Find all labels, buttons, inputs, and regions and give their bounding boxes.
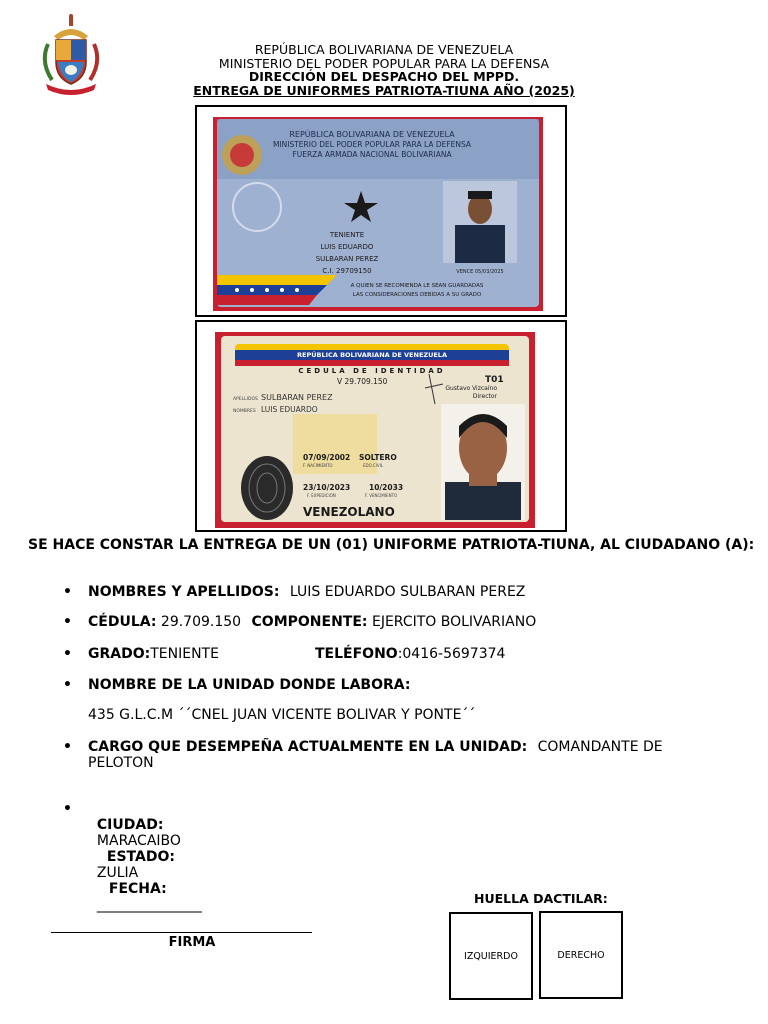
fingerprint-left-label: IZQUIERDO xyxy=(464,950,518,962)
card-ci: C.I. 29709150 xyxy=(322,267,372,275)
field-cargo xyxy=(88,739,688,755)
cedula-signer: Gustavo Vizcaíno xyxy=(445,385,497,392)
header-ministry: MINISTERIO DEL PODER POPULAR PARA LA DEFENSA xyxy=(218,56,550,71)
bullet-icon: • xyxy=(63,801,72,817)
cedula-surname: SULBARAN PEREZ xyxy=(261,393,333,402)
field-names xyxy=(88,584,525,600)
bullet-icon: • xyxy=(63,739,72,755)
cargo-value-2: PELOTON xyxy=(88,755,154,771)
grade-value: TENIENTE xyxy=(150,646,219,662)
cedula-expiry: 10/2033 xyxy=(369,483,404,492)
fingerprint-title: HUELLA DACTILAR: xyxy=(474,891,608,906)
card-footer-2: LAS CONSIDERACIONES DEBIDAS A SU GRADO xyxy=(352,292,482,298)
bullet-icon: • xyxy=(63,677,72,693)
cedula-names: LUIS EDUARDO xyxy=(261,405,318,414)
cedula-title: REPÚBLICA BOLIVARIANA DE VENEZUELA xyxy=(297,351,447,359)
bullet-icon: • xyxy=(63,584,72,600)
signature-line[interactable] xyxy=(51,932,312,933)
state-value: ZULIA xyxy=(96,865,139,881)
phone-label: TELÉFONO xyxy=(315,646,398,662)
cedula-label: CÉDULA: xyxy=(88,614,157,630)
grade-label: GRADO: xyxy=(88,646,151,662)
card-title-3: FUERZA ARMADA NACIONAL BOLIVARIANA xyxy=(292,150,452,159)
phone-value: :0416-5697374 xyxy=(397,646,506,662)
fingerprint-right-box[interactable] xyxy=(539,911,623,999)
component-value: EJERCITO BOLIVARIANO xyxy=(371,614,537,630)
cedula-birth-date: 07/09/2002 xyxy=(303,453,351,462)
military-id-frame xyxy=(195,105,567,317)
date-value[interactable]: _______________ xyxy=(96,897,202,913)
cedula-card-image xyxy=(197,322,565,530)
cedula-expiry-label: F. VENCIMIENTO xyxy=(365,493,398,498)
city-label: CIUDAD: xyxy=(96,817,164,833)
city-value: MARACAIBO xyxy=(96,833,181,849)
names-label: NOMBRES Y APELLIDOS: xyxy=(88,584,280,600)
card-photo-caption: VENCE 05/03/2025 xyxy=(456,269,504,275)
cedula-signer-role: Director xyxy=(472,393,497,400)
card-title-2: MINISTERIO DEL PODER POPULAR PARA LA DEFENSA xyxy=(272,140,472,149)
statement-text: SE HACE CONSTAR LA ENTREGA DE UN (01) UNIFORME PATRIOTA-TIUNA, AL CIUDADANO (A): xyxy=(28,537,755,553)
cedula-code: T01 xyxy=(485,375,504,385)
cedula-issue-date: 23/10/2023 xyxy=(303,483,351,492)
date-label: FECHA: xyxy=(108,881,167,897)
card-photo xyxy=(443,181,517,263)
field-location xyxy=(88,801,202,913)
bullet-icon: • xyxy=(63,646,72,662)
cargo-label: CARGO QUE DESEMPEÑA ACTUALMENTE EN LA UNIDAD: xyxy=(88,739,528,755)
card-title-1: REPÚBLICA BOLIVARIANA DE VENEZUELA xyxy=(289,130,455,139)
header-title: ENTREGA DE UNIFORMES PATRIOTA-TIUNA AÑO (2025) xyxy=(193,83,575,98)
cedula-photo xyxy=(441,404,525,520)
fingerprint-right-label: DERECHO xyxy=(557,949,605,961)
field-cedula xyxy=(88,614,536,630)
component-label: COMPONENTE: xyxy=(251,614,368,630)
cedula-issue-label: F. EXPEDICION xyxy=(307,493,336,498)
cedula-civil-label: EDO.CIVIL xyxy=(363,463,383,468)
cedula-number: V 29.709.150 xyxy=(337,377,388,386)
names-value: LUIS EDUARDO SULBARAN PEREZ xyxy=(289,584,526,600)
cedula-birth-label: F. NACIMIENTO xyxy=(303,463,333,468)
military-id-card-image xyxy=(197,107,565,315)
cedula-names-label: NOMBRES xyxy=(233,409,256,414)
cargo-value-1: COMANDANTE DE xyxy=(537,739,663,755)
header-direction: DIRECCIÓN DEL DESPACHO DEL MPPD. xyxy=(248,69,520,84)
header-republic: REPÚBLICA BOLIVARIANA DE VENEZUELA xyxy=(254,42,514,57)
bullet-icon: • xyxy=(63,614,72,630)
card-footer-1: A QUIEN SE RECOMIENDA LE SEAN GUARDADAS xyxy=(350,283,484,289)
fingerprint-left-box[interactable] xyxy=(449,912,533,1000)
field-grade xyxy=(88,646,548,662)
signature-label: FIRMA xyxy=(168,935,216,950)
cedula-frame xyxy=(195,320,567,532)
unit-value: 435 G.L.C.M ´´CNEL JUAN VICENTE BOLIVAR Y PONTE´´ xyxy=(88,707,476,723)
unit-label: NOMBRE DE LA UNIDAD DONDE LABORA: xyxy=(88,677,411,693)
card-rank: TENIENTE xyxy=(329,231,365,239)
cedula-nationality: VENEZOLANO xyxy=(303,505,395,519)
state-label: ESTADO: xyxy=(106,849,175,865)
card-name-1: LUIS EDUARDO xyxy=(320,243,374,251)
cedula-value: 29.709.150 xyxy=(160,614,242,630)
cedula-civil-status: SOLTERO xyxy=(359,453,397,462)
card-name-2: SULBARAN PEREZ xyxy=(315,255,379,263)
cedula-surname-label: APELLIDOS xyxy=(233,397,258,402)
cedula-subtitle: CEDULA DE IDENTIDAD xyxy=(298,367,446,375)
